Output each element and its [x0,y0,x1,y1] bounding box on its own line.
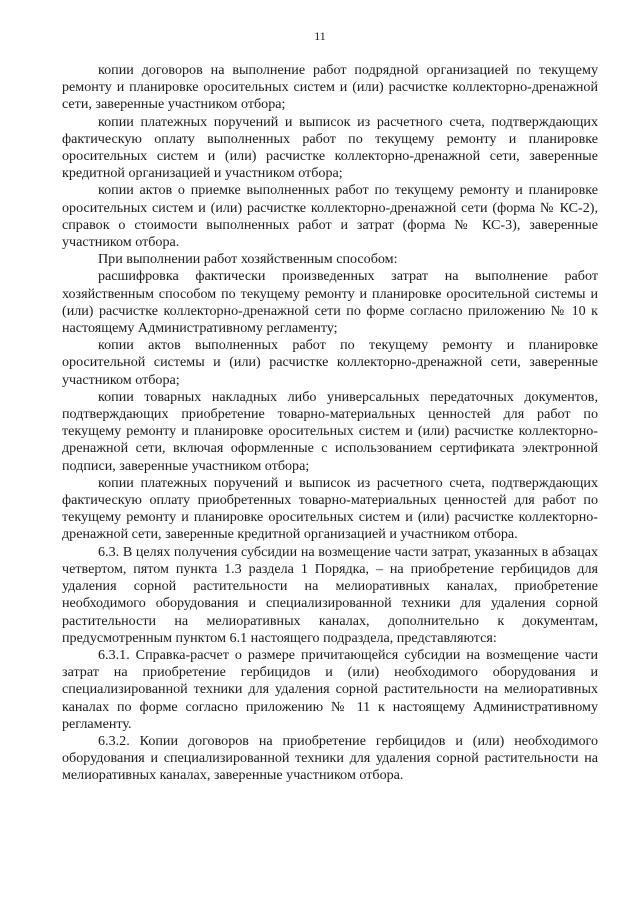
paragraph-own-method-heading: При выполнении работ хозяйственным способом: [98,251,398,268]
paragraph-contracts-copies: копии договоров на выполнение работ подрядной организацией по текущему ремонту и планировке оросительных систем и (или) расчистке коллекторно-дренажной сети, заверенные участником отбора; [62,62,598,113]
paragraph-section-6-3-1: 6.3.1. Справка-расчет о размере причитающейся субсидии на возмещение части затрат на приобретение гербицидов и (или) необходимого оборудования и специализированной техники для удаления сорной растительности на мелиоративных каналах по форме согласно приложению № 11 к настоящему Административному регламенту. [62,646,598,732]
page-number: 11 [314,29,326,43]
paragraph-acceptance-acts: копии актов о приемке выполненных работ по текущему ремонту и планировке оросительных систем и (или) расчистке коллекторно-дренажной сети (форма № КС-2), справок о стоимости выполненных работ и затрат (форма № КС-3), заверенные участником отбора. [62,182,598,251]
paragraph-completed-work-acts: копии актов выполненных работ по текущему ремонту и планировке оросительной системы и (или) расчистке коллекторно-дренажной сети, заверенные участником отбора; [62,337,598,388]
paragraph-payment-orders-materials: копии платежных поручений и выписок из расчетного счета, подтверждающих фактическую оплату приобретенных товарно-материальных ценностей для работ по текущему ремонту и планировке оросительных систем и (или) расчистке коллекторно-дренажной сети, заверенные кредитной организацией и участником отбора. [62,474,598,543]
paragraph-section-6-3: 6.3. В целях получения субсидии на возмещение части затрат, указанных в абзацах четвертом, пятом пункта 1.3 раздела 1 Порядка, – на приобретение гербицидов для удаления сорной растительности на мелиоративных каналах, приобретение необходимого оборудования и специализированной техники для удаления сорной растительности на мелиоративных каналах, дополнительно к документам, предусмотренным пунктом 6.1 настоящего подраздела, представляются: [62,543,598,646]
document-body [62,62,598,785]
paragraph-waybills: копии товарных накладных либо универсальных передаточных документов, подтверждающих приобретение товарно-материальных ценностей для работ по текущему ремонту и планировке оросительных систем и (или) расчистке коллекторно-дренажной сети, включая оформленные с использованием сертификата электронной подписи, заверенные участником отбора; [62,388,598,474]
paragraph-cost-breakdown: расшифровка фактически произведенных затрат на выполнение работ хозяйственным способом по текущему ремонту и планировке оросительной системы и (или) расчистке коллекторно-дренажной сети по форме согласно приложению № 10 к настоящему Административному регламенту; [62,268,598,337]
paragraph-section-6-3-2: 6.3.2. Копии договоров на приобретение гербицидов и (или) необходимого оборудования и специализированной техники для удаления сорной растительности на мелиоративных каналах, заверенные участником отбора. [62,732,598,784]
paragraph-payment-orders: копии платежных поручений и выписок из расчетного счета, подтверждающих фактическую оплату выполненных работ по текущему ремонту и планировке оросительных систем и (или) расчистке коллекторно-дренажной сети, заверенные кредитной организацией и участником отбора; [62,113,598,182]
